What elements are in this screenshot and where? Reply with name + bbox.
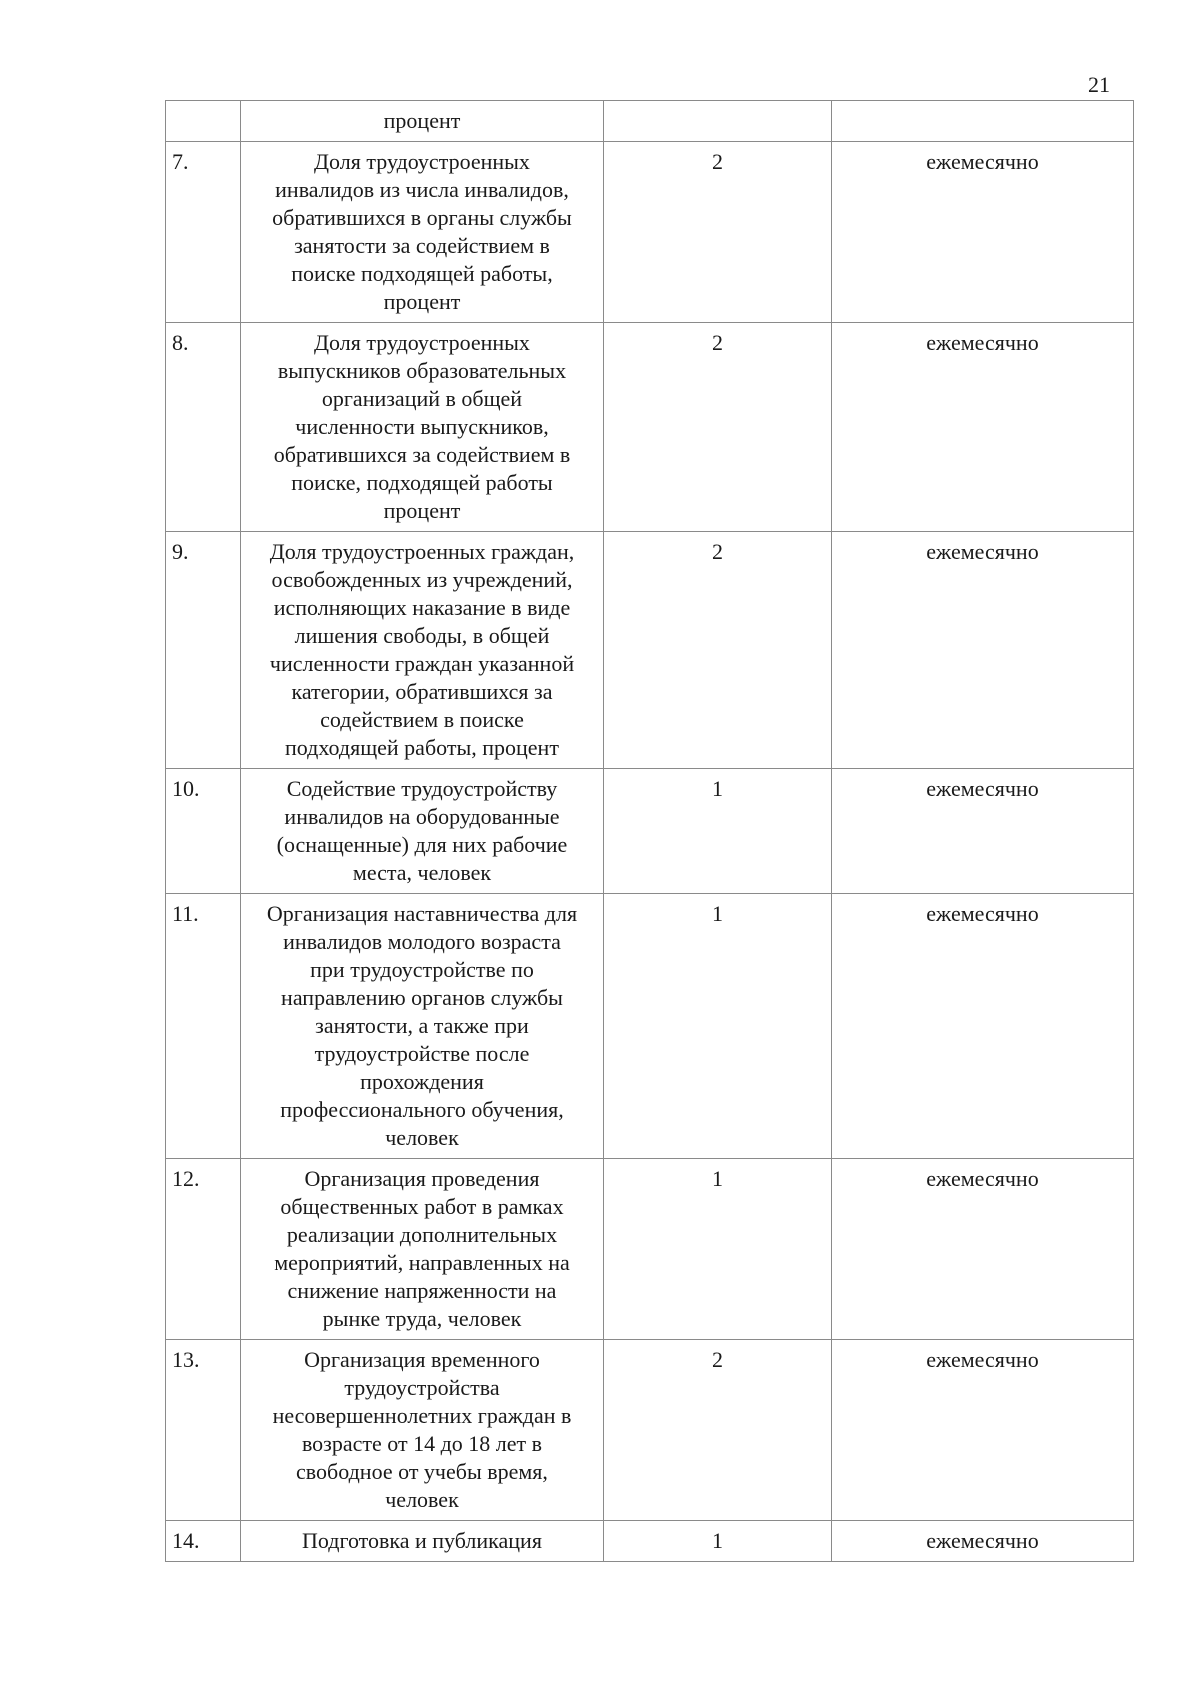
- table-row: [166, 1521, 1134, 1562]
- indicators-table: [165, 100, 1134, 1562]
- indicator-frequency: ежемесячно: [832, 1521, 1134, 1562]
- indicator-name: Организация проведения общественных работ в рамках реализации дополнительных мероприятий, направленных на снижение напряженности на рынке труда, человек: [241, 1159, 604, 1340]
- indicator-value: 1: [604, 894, 832, 1159]
- row-number: 7.: [166, 142, 241, 323]
- indicator-frequency: ежемесячно: [832, 532, 1134, 769]
- indicator-frequency: ежемесячно: [832, 1340, 1134, 1521]
- indicator-value: 1: [604, 769, 832, 894]
- indicator-value: 2: [604, 323, 832, 532]
- indicator-name: Подготовка и публикация: [241, 1521, 604, 1562]
- indicator-frequency: ежемесячно: [832, 1159, 1134, 1340]
- indicator-name: Организация временного трудоустройства несовершеннолетних граждан в возрасте от 14 до 18 лет в свободное от учебы время, человек: [241, 1340, 604, 1521]
- indicator-value: 2: [604, 1340, 832, 1521]
- indicator-name: Организация наставничества для инвалидов молодого возраста при трудоустройстве по направлению органов службы занятости, а также при трудоустройстве после прохождения профессионального обучения, человек: [241, 894, 604, 1159]
- row-number: 11.: [166, 894, 241, 1159]
- indicator-frequency: ежемесячно: [832, 769, 1134, 894]
- indicator-name: процент: [241, 101, 604, 142]
- row-number: 13.: [166, 1340, 241, 1521]
- table-row: [166, 769, 1134, 894]
- indicator-value: 2: [604, 142, 832, 323]
- table-row: [166, 532, 1134, 769]
- indicator-value: 1: [604, 1159, 832, 1340]
- indicator-name: Содействие трудоустройству инвалидов на оборудованные (оснащенные) для них рабочие места, человек: [241, 769, 604, 894]
- row-number: 12.: [166, 1159, 241, 1340]
- table-row: [166, 894, 1134, 1159]
- indicator-value: [604, 101, 832, 142]
- page-number: 21: [1088, 72, 1110, 97]
- table-row: [166, 142, 1134, 323]
- row-number: 14.: [166, 1521, 241, 1562]
- indicator-frequency: ежемесячно: [832, 142, 1134, 323]
- row-number: 9.: [166, 532, 241, 769]
- indicator-name: Доля трудоустроенных выпускников образовательных организаций в общей численности выпускников, обратившихся за содействием в поиске, подходящей работы процент: [241, 323, 604, 532]
- table-row: [166, 1159, 1134, 1340]
- indicator-value: 1: [604, 1521, 832, 1562]
- indicator-frequency: ежемесячно: [832, 323, 1134, 532]
- indicator-value: 2: [604, 532, 832, 769]
- indicator-frequency: [832, 101, 1134, 142]
- table-row: [166, 1340, 1134, 1521]
- indicator-frequency: ежемесячно: [832, 894, 1134, 1159]
- indicator-name: Доля трудоустроенных инвалидов из числа инвалидов, обратившихся в органы службы занятости за содействием в поиске подходящей работы, процент: [241, 142, 604, 323]
- table-row: [166, 101, 1134, 142]
- indicator-name: Доля трудоустроенных граждан, освобожденных из учреждений, исполняющих наказание в виде лишения свободы, в общей численности граждан указанной категории, обратившихся за содействием в поиске подходящей работы, процент: [241, 532, 604, 769]
- row-number: 10.: [166, 769, 241, 894]
- row-number: [166, 101, 241, 142]
- table-row: [166, 323, 1134, 532]
- row-number: 8.: [166, 323, 241, 532]
